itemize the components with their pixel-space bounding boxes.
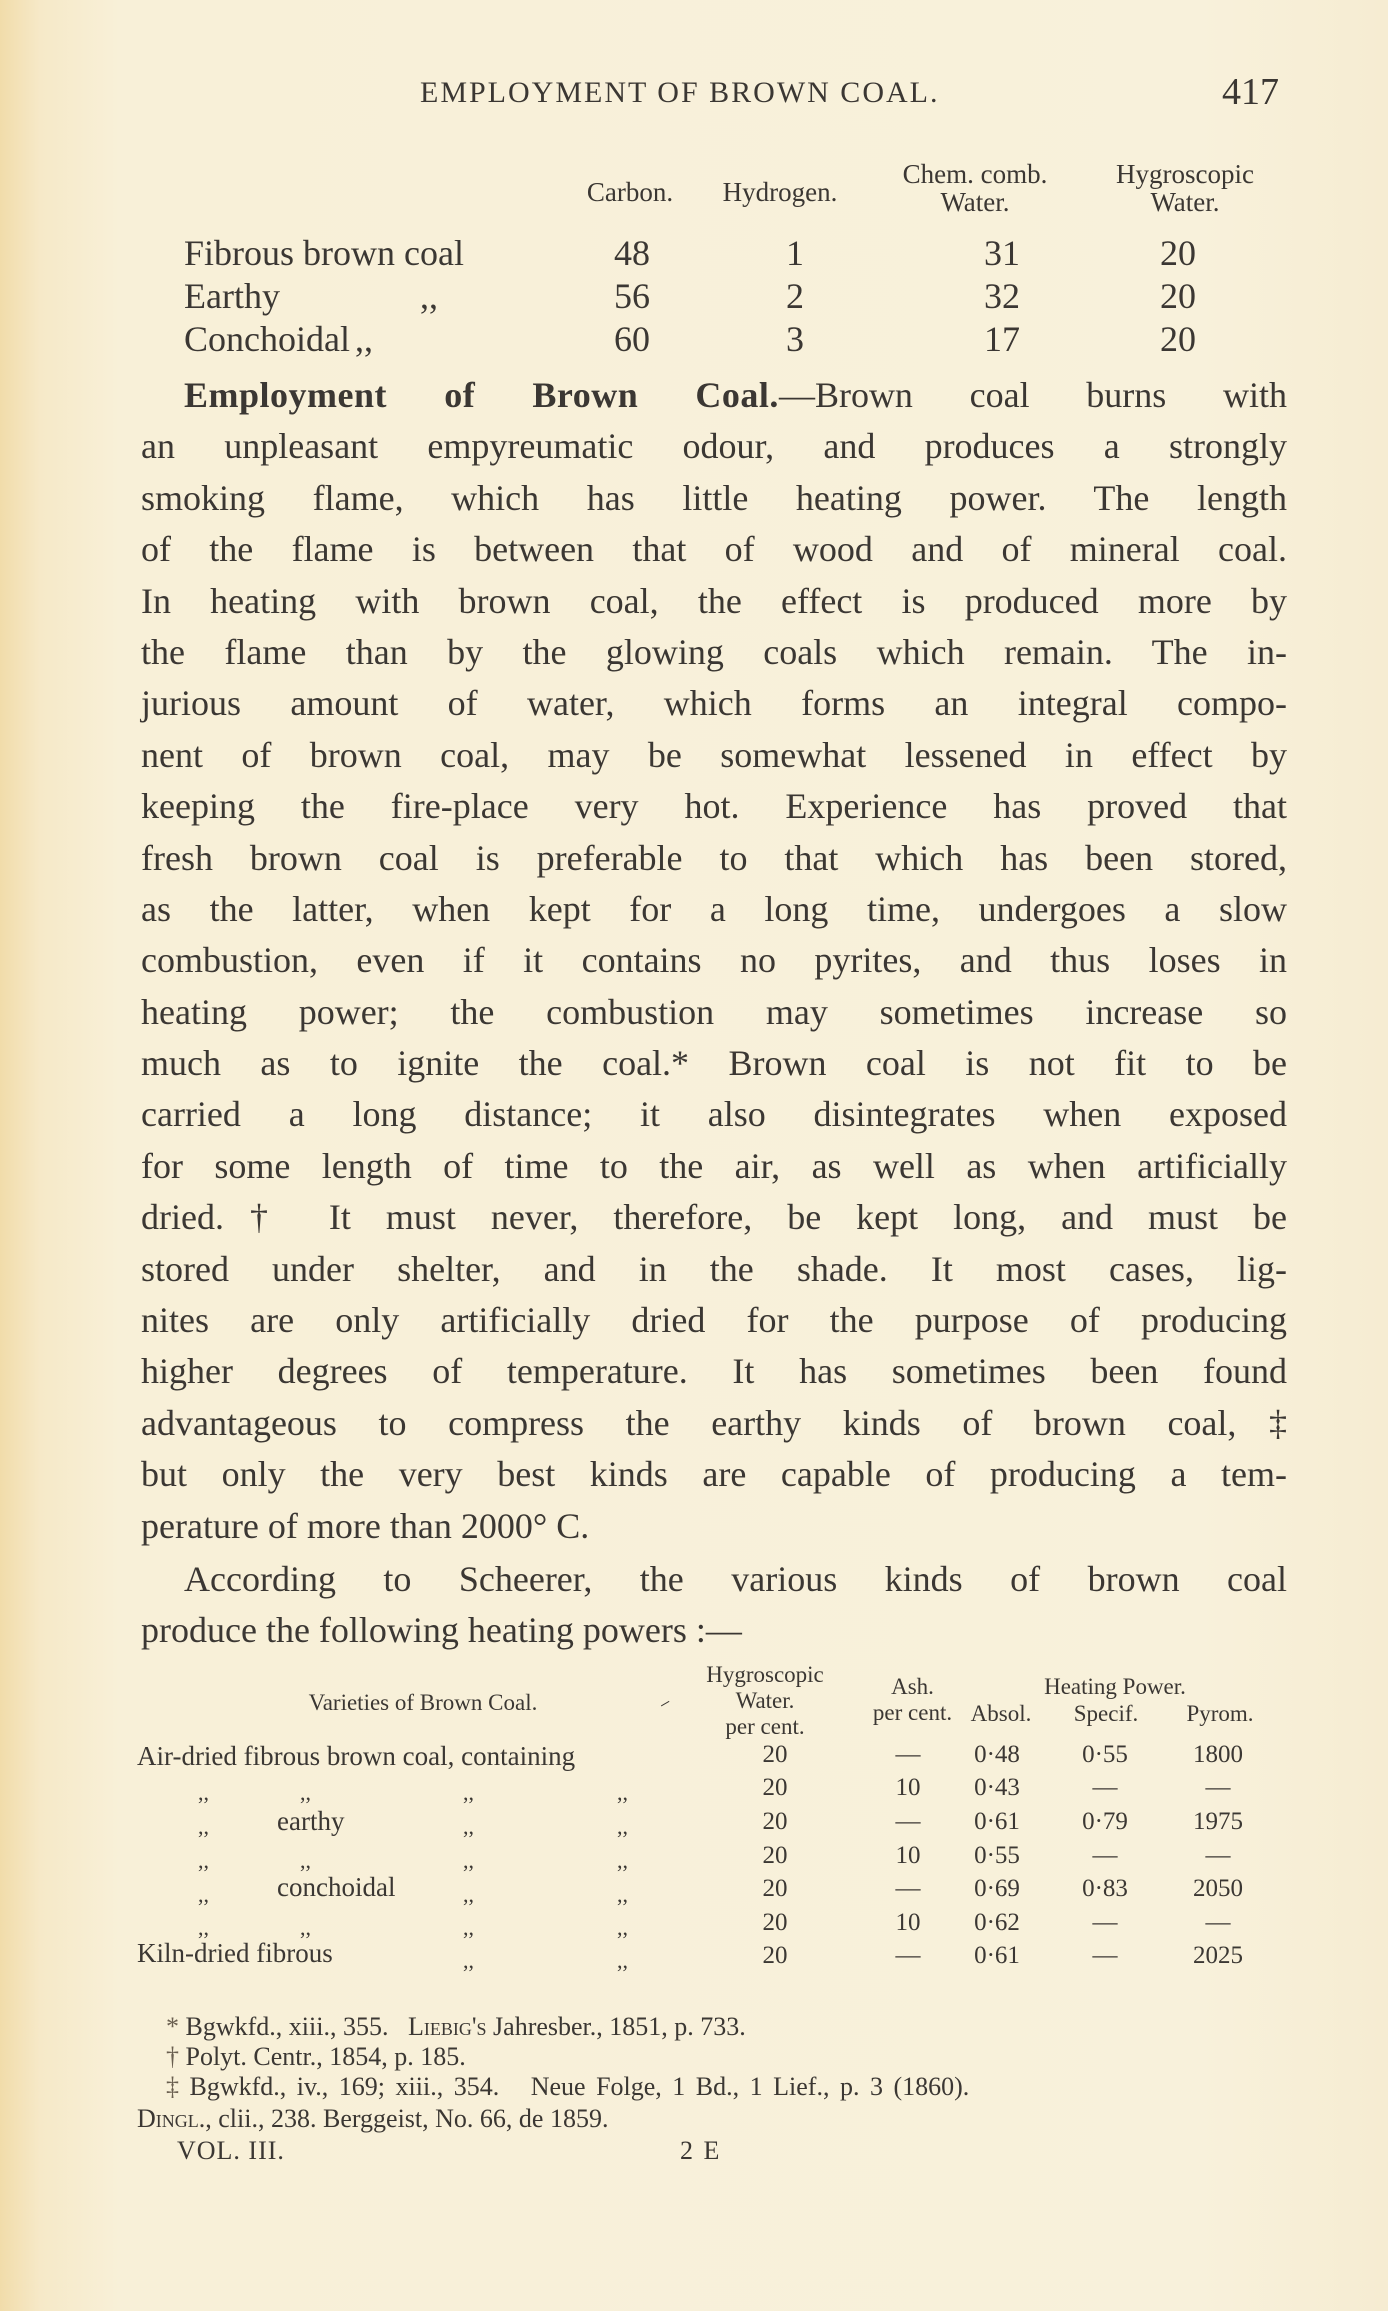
cell-ash: 10 — [895, 1842, 921, 1869]
asterisk-mark: * — [166, 2012, 179, 2041]
paragraph-line: jurious amount of water, which forms an integral compo- — [141, 683, 1287, 724]
cell-ash: — — [895, 1942, 921, 1969]
row-label: earthy — [277, 1806, 345, 1836]
col-header-carbon: Carbon. — [586, 177, 674, 207]
body-paragraph — [141, 370, 1287, 1657]
cell-pyrom: 2050 — [1193, 1875, 1243, 1902]
ditto-mark: ,, — [463, 1780, 474, 1805]
cell-specif: 0·55 — [1082, 1741, 1128, 1768]
cell-chem-water: 17 — [984, 319, 1020, 359]
cell-ash: 10 — [895, 1909, 921, 1936]
col-header-pyrom: Pyrom. — [1186, 1701, 1254, 1726]
ditto-mark: ,, — [463, 1882, 474, 1907]
paragraph-line: In heating with brown coal, the effect is produced more by — [141, 580, 1287, 621]
row-label: Air-dried fibrous brown coal, containing — [137, 1741, 576, 1771]
paragraph-line: produce the following heating powers :— — [141, 1610, 742, 1651]
cell-pyrom: — — [1205, 1909, 1231, 1936]
col-header-absol: Absol. — [970, 1701, 1032, 1726]
footnote: ‡ Bgwkfd., iv., 169; xiii., 354. Neue Folge, 1 Bd., 1 Lief., p. 3 (1860). — [166, 2072, 970, 2101]
table-row-label: Fibrous brown coal — [184, 233, 464, 273]
paragraph-line: much as to ignite the coal.* Brown coal is not fit to be — [141, 1043, 1287, 1084]
ditto-mark: ,, — [198, 1848, 209, 1873]
section-heading: Employment of Brown Coal. — [184, 375, 779, 415]
paragraph-line: smoking flame, which has little heating power. The length — [141, 477, 1287, 518]
paragraph-line: the flame than by the glowing coals which remain. The in- — [141, 631, 1287, 672]
cell-absol: 0·61 — [974, 1808, 1020, 1835]
ditto-mark: ,, — [198, 1882, 209, 1907]
cell-pyrom: 2025 — [1193, 1942, 1243, 1969]
cell-water: 20 — [762, 1741, 788, 1768]
col-header-variety: Varieties of Brown Coal. — [308, 1690, 538, 1715]
cell-carbon: 60 — [614, 319, 650, 359]
cell-ash: — — [895, 1741, 921, 1768]
ditto-mark: ,, — [300, 1848, 311, 1873]
page-number: 417 — [1222, 71, 1279, 113]
cell-pyrom: 1800 — [1193, 1741, 1243, 1768]
cell-hydrogen: 3 — [786, 319, 804, 359]
row-label: conchoidal — [277, 1872, 396, 1902]
cell-water: 20 — [762, 1774, 788, 1801]
running-title: EMPLOYMENT OF BROWN COAL. — [420, 76, 940, 109]
dagger-mark: † — [166, 2042, 179, 2071]
cell-absol: 0·61 — [974, 1942, 1020, 1969]
col-header-hygro-water: Hygroscopic Water. — [1116, 159, 1254, 217]
ditto-mark: ,, — [617, 1948, 628, 1973]
cell-water: 20 — [762, 1942, 788, 1969]
ditto-mark: ,, — [300, 1915, 311, 1940]
cell-specif: — — [1092, 1774, 1118, 1801]
ditto-mark: ,, — [198, 1814, 209, 1839]
cell-water: 20 — [762, 1842, 788, 1869]
cell-pyrom: — — [1205, 1842, 1231, 1869]
ditto-mark: ,, — [617, 1780, 628, 1805]
cell-carbon: 56 — [614, 276, 650, 316]
ditto-mark: ,, — [420, 276, 438, 316]
paragraph-line: nent of brown coal, may be somewhat lessened in effect by — [141, 734, 1287, 775]
cell-hygro-water: 20 — [1160, 233, 1196, 273]
cell-specif: — — [1092, 1942, 1118, 1969]
signature-mark: 2 E — [680, 2136, 722, 2165]
stray-mark: ‒ — [655, 1691, 674, 1713]
ditto-mark: ,, — [463, 1848, 474, 1873]
cell-specif: — — [1092, 1909, 1118, 1936]
ditto-mark: ,, — [617, 1882, 628, 1907]
paragraph-line: nites are only artificially dried for the purpose of producing — [141, 1300, 1287, 1341]
cell-pyrom: — — [1205, 1774, 1231, 1801]
paragraph-line: dried.† It must never, therefore, be kept long, and must be — [141, 1197, 1287, 1238]
cell-absol: 0·48 — [974, 1741, 1020, 1768]
footnote: * Bgwkfd., xiii., 355. Liebig's Jahresber., 1851, p. 733. — [166, 2012, 746, 2041]
row-label: Kiln-dried fibrous — [137, 1938, 333, 1968]
paragraph-line: as the latter, when kept for a long time, undergoes a slow — [141, 888, 1287, 929]
cell-chem-water: 31 — [984, 233, 1020, 273]
paragraph-line: carried a long distance; it also disintegrates when exposed — [141, 1094, 1287, 1135]
ditto-mark: ,, — [463, 1814, 474, 1839]
paragraph-line: higher degrees of temperature. It has sometimes been found — [141, 1351, 1287, 1392]
paragraph-line: perature of more than 2000° C. — [141, 1505, 590, 1546]
cell-hydrogen: 2 — [786, 276, 804, 316]
cell-ash: — — [895, 1808, 921, 1835]
cell-ash: 10 — [895, 1774, 921, 1801]
cell-absol: 0·69 — [974, 1875, 1020, 1902]
cell-pyrom: 1975 — [1193, 1808, 1243, 1835]
ditto-mark: ,, — [198, 1780, 209, 1805]
paragraph-line: stored under shelter, and in the shade. It most cases, lig- — [141, 1248, 1287, 1289]
cell-hygro-water: 20 — [1160, 276, 1196, 316]
col-header-specif: Specif. — [1073, 1701, 1139, 1726]
paragraph-line: advantageous to compress the earthy kinds of brown coal,‡ — [141, 1402, 1287, 1443]
ditto-mark: ,, — [617, 1848, 628, 1873]
col-header-ash: Ash. per cent. — [872, 1674, 953, 1725]
cell-ash: — — [895, 1875, 921, 1902]
cell-hygro-water: 20 — [1160, 319, 1196, 359]
paragraph-line: combustion, even if it contains no pyrites, and thus loses in — [141, 940, 1287, 981]
col-header-chem-water: Chem. comb. Water. — [902, 159, 1048, 217]
ditto-mark: ,, — [617, 1915, 628, 1940]
cell-specif: 0·83 — [1082, 1875, 1128, 1902]
col-header-heating-power: Heating Power. — [1044, 1674, 1186, 1699]
ditto-mark: ,, — [617, 1814, 628, 1839]
footnote-continuation: Dingl., clii., 238. Berggeist, No. 66, de 1859. — [137, 2104, 609, 2133]
cell-absol: 0·43 — [974, 1774, 1020, 1801]
cell-carbon: 48 — [614, 233, 650, 273]
ditto-mark: ,, — [355, 319, 373, 359]
paragraph-line: heating power; the combustion may sometimes increase so — [141, 991, 1287, 1032]
cell-hydrogen: 1 — [786, 233, 804, 273]
cell-absol: 0·55 — [974, 1842, 1020, 1869]
table-row-label: Earthy — [184, 276, 280, 316]
paragraph-line: but only the very best kinds are capable of producing a tem- — [141, 1454, 1287, 1495]
volume-label: VOL. III. — [177, 2136, 285, 2165]
cell-water: 20 — [762, 1875, 788, 1902]
cell-absol: 0·62 — [974, 1909, 1020, 1936]
cell-specif: 0·79 — [1082, 1808, 1128, 1835]
cell-specif: — — [1092, 1842, 1118, 1869]
table-row-label: Conchoidal — [184, 319, 350, 359]
paragraph-line: Employment of Brown Coal.—Brown coal burns with — [184, 375, 1287, 415]
col-header-hydrogen: Hydrogen. — [722, 177, 838, 207]
cell-water: 20 — [762, 1909, 788, 1936]
paragraph-line: keeping the fire-place very hot. Experience has proved that — [141, 786, 1287, 827]
cell-water: 20 — [762, 1808, 788, 1835]
paragraph-line: of the flame is between that of wood and of mineral coal. — [141, 529, 1287, 570]
ditto-mark: ,, — [463, 1948, 474, 1973]
cell-chem-water: 32 — [984, 276, 1020, 316]
footnote: † Polyt. Centr., 1854, p. 185. — [166, 2042, 466, 2071]
ditto-mark: ,, — [300, 1780, 311, 1805]
double-dagger-mark: ‡ — [166, 2072, 179, 2101]
paragraph-line: an unpleasant empyreumatic odour, and produces a strongly — [141, 426, 1287, 467]
ditto-mark: ,, — [198, 1915, 209, 1940]
ditto-mark: ,, — [463, 1915, 474, 1940]
paragraph-line: for some length of time to the air, as well as when artificially — [141, 1145, 1287, 1186]
paragraph-line: fresh brown coal is preferable to that which has been stored, — [141, 837, 1287, 878]
paragraph-line: According to Scheerer, the various kinds of brown coal — [184, 1558, 1287, 1599]
col-header-hygro-water: Hygroscopic Water. per cent. — [706, 1662, 824, 1739]
